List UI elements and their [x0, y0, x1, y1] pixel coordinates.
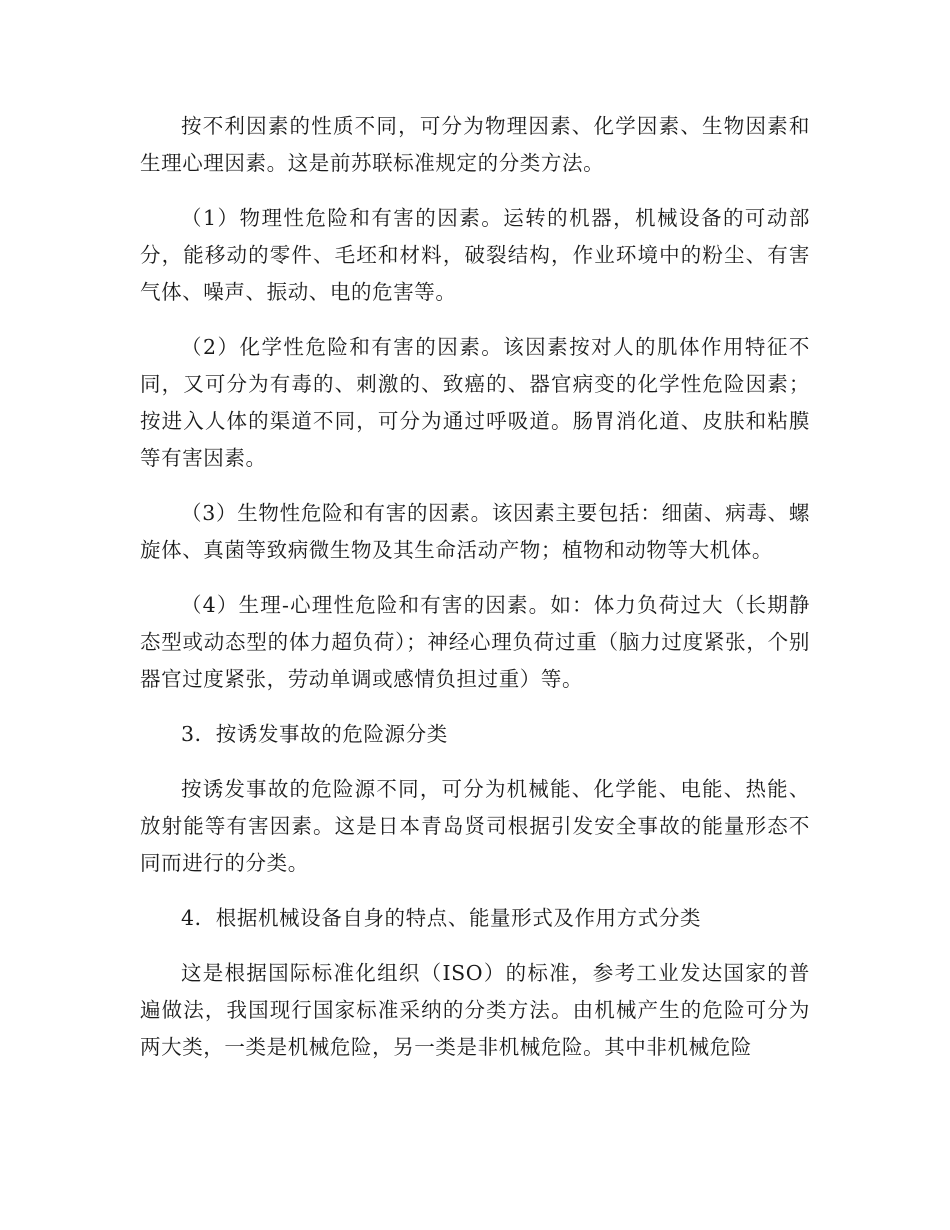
paragraph-chemical-factors: （2）化学性危险和有害的因素。该因素按对人的肌体作用特征不同，又可分为有毒的、刺激的、致癌的、器官病变的化学性危险因素；按进入人体的渠道不同，可分为通过呼吸道。肠胃消化道、皮肤和粘膜等有害因素。	[140, 335, 810, 470]
paragraph-hazard-source: 按诱发事故的危险源不同，可分为机械能、化学能、电能、热能、放射能等有害因素。这是日本青岛贤司根据引发安全事故的能量形态不同而进行的分类。	[140, 777, 810, 875]
paragraph-biological-factors: （3）生物性危险和有害的因素。该因素主要包括：细菌、病毒、螺旋体、真菌等致病微生物及其生命活动产物；植物和动物等大机体。	[140, 501, 810, 562]
section-heading-hazard-source: 3．按诱发事故的危险源分类	[181, 722, 448, 746]
paragraph-physical-factors: （1）物理性危险和有害的因素。运转的机器，机械设备的可动部分，能移动的零件、毛坯和材料，破裂结构，作业环境中的粉尘、有害气体、噪声、振动、电的危害等。	[140, 206, 810, 304]
document-body	[140, 108, 810, 1084]
paragraph-classification-intro: 按不利因素的性质不同，可分为物理因素、化学因素、生物因素和生理心理因素。这是前苏联标准规定的分类方法。	[140, 114, 810, 175]
section-heading-machine-characteristics: 4．根据机械设备自身的特点、能量形式及作用方式分类	[181, 906, 702, 930]
paragraph-physiological-factors: （4）生理-心理性危险和有害的因素。如：体力负荷过大（长期静态型或动态型的体力超负荷）；神经心理负荷过重（脑力过度紧张，个别器官过度紧张，劳动单调或感情负担过重）等。	[140, 593, 810, 691]
paragraph-iso-classification: 这是根据国际标准化组织（ISO）的标准，参考工业发达国家的普遍做法，我国现行国家标准采纳的分类方法。由机械产生的危险可分为两大类，一类是机械危险，另一类是非机械危险。其中非机械危险	[140, 961, 810, 1059]
